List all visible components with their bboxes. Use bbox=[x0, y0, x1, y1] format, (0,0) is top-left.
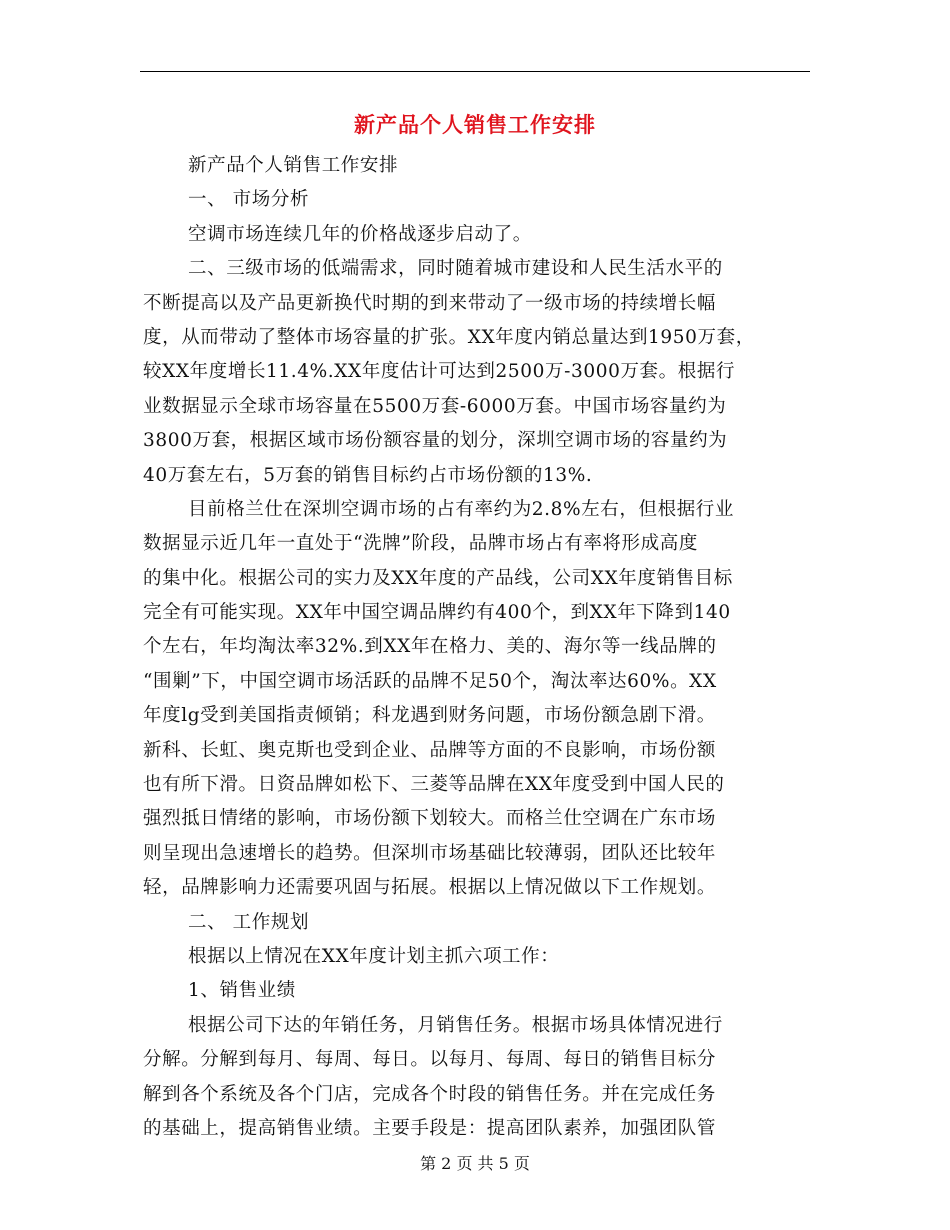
body-line: 的基础上，提高销售业绩。主要手段是：提高团队素养，加强团队管 bbox=[143, 1117, 717, 1139]
page-number: 第 2 页 共 5 页 bbox=[420, 1154, 530, 1173]
body-line: 也有所下滑。日资品牌如松下、三菱等品牌在XX年度受到中国人民的 bbox=[143, 774, 725, 796]
body-line: 分解。分解到每月、每周、每日。以每月、每周、每日的销售目标分 bbox=[143, 1049, 717, 1071]
body-line: 不断提高以及产品更新换代时期的到来带动了一级市场的持续增长幅 bbox=[143, 292, 717, 314]
body-line: 则呈现出急速增长的趋势。但深圳市场基础比较薄弱，团队还比较年 bbox=[143, 842, 717, 864]
body-line: 40万套左右，5万套的销售目标约占市场份额的13%. bbox=[143, 464, 593, 486]
body-line: 目前格兰仕在深圳空调市场的占有率约为2.8%左右，但根据行业 bbox=[188, 498, 735, 520]
body-line: 度，从而带动了整体市场容量的扩张。XX年度内销总量达到1950万套， bbox=[143, 326, 755, 348]
body-line: 年度lg受到美国指责倾销；科龙遇到财务问题，市场份额急剧下滑。 bbox=[143, 705, 716, 727]
body-line: 一、 市场分析 bbox=[188, 189, 310, 211]
header-rule bbox=[140, 71, 810, 72]
body-line: 完全有可能实现。XX年中国空调品牌约有400个，到XX年下降到140 bbox=[143, 602, 731, 624]
body-line: 二、 工作规划 bbox=[188, 911, 310, 933]
body-line: 新产品个人销售工作安排 bbox=[188, 155, 399, 176]
body-line: 1、销售业绩 bbox=[188, 980, 296, 1002]
body-line: 空调市场连续几年的价格战逐步启动了。 bbox=[188, 223, 532, 245]
body-line: 根据公司下达的年销任务，月销售任务。根据市场具体情况进行 bbox=[188, 1014, 723, 1036]
body-line: 二、三级市场的低端需求，同时随着城市建设和人民生活水平的 bbox=[188, 258, 723, 280]
body-line: 较XX年度增长11.4%.XX年度估计可达到2500万-3000万套。根据行 bbox=[143, 361, 736, 383]
document-title: 新产品个人销售工作安排 bbox=[354, 112, 596, 137]
body-line: 数据显示近几年一直处于“洗牌”阶段，品牌市场占有率将形成高度 bbox=[143, 533, 698, 555]
body-line: 的集中化。根据公司的实力及XX年度的产品线，公司XX年度销售目标 bbox=[143, 567, 733, 589]
body-line: “围剿”下，中国空调市场活跃的品牌不足50个，淘汰率达60%。XX bbox=[143, 670, 717, 692]
body-line: 轻，品牌影响力还需要巩固与拓展。根据以上情况做以下工作规划。 bbox=[143, 877, 717, 899]
document-body bbox=[143, 149, 813, 1146]
body-line: 强烈抵日情绪的影响，市场份额下划较大。而格兰仕空调在广东市场 bbox=[143, 808, 717, 830]
body-line: 新科、长虹、奥克斯也受到企业、品牌等方面的不良影响，市场份额 bbox=[143, 739, 717, 761]
body-line: 业数据显示全球市场容量在5500万套-6000万套。中国市场容量约为 bbox=[143, 395, 727, 417]
body-line: 根据以上情况在XX年度计划主抓六项工作： bbox=[188, 945, 560, 967]
body-line: 解到各个系统及各个门店，完成各个时段的销售任务。并在完成任务 bbox=[143, 1083, 717, 1105]
body-line: 3800万套，根据区域市场份额容量的划分，深圳空调市场的容量约为 bbox=[143, 430, 728, 452]
body-line: 个左右，年均淘汰率32%.到XX年在格力、美的、海尔等一线品牌的 bbox=[143, 636, 717, 658]
